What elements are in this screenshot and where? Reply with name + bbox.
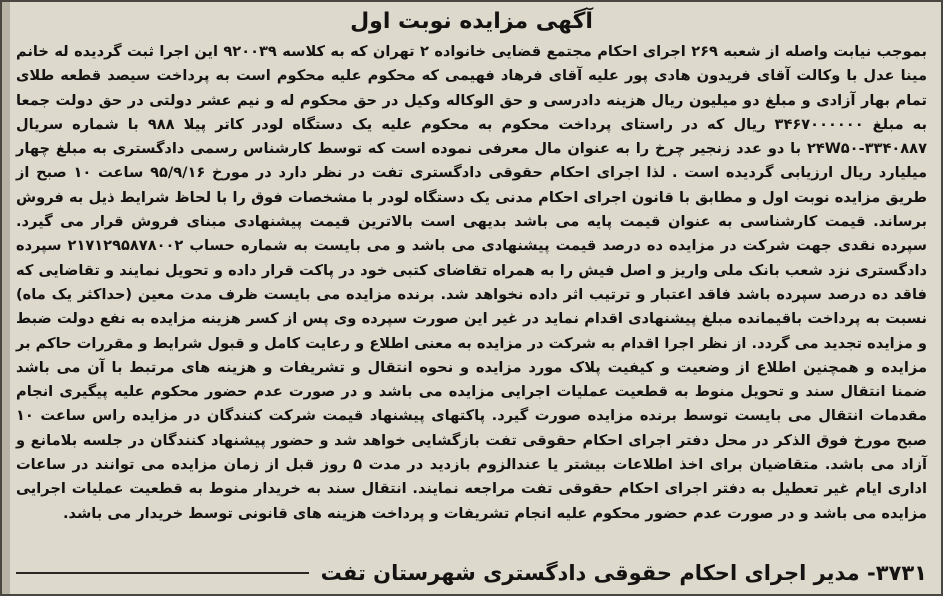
notice-body: بموجب نیابت واصله از شعبه ۲۶۹ اجرای احکام مجتمع قضایی خانواده ۲ تهران که به کلاسه ۹۲۰۰۳۹ این اجرا ثبت گردیده له خانم مینا عدل با وکالت آقای فریدون هادی پور علیه آقای فرهاد فهیمی که محکوم علیه محکوم است به پرداخت سیصد قطعه طلای تمام بهار آزادی و مبلغ دو میلیون ریال هزینه دادرسی و حق الوکاله وکیل در حق محکوم له و نیم عشر دولتی در حق دولت جمعا به مبلغ ۳۴۶۷۰۰۰۰۰۰ ریال که در راستای پرداخت محکوم به محکوم علیه یک دستگاه لودر کاتر پیلا ۹۸۸ با شماره سریال ۳۳۴۰۸۸۷-۲۴W۵۰ با دو عدد زنجیر چرخ را به عنوان مال معرفی نموده است که توسط کارشناس رسمی دادگستری به مبلغ چهار میلیارد ریال ارزیابی گردیده است . لذا اجرای احکام حقوقی دادگستری تفت در نظر دارد در مورخ ۹۵/۹/۱۶ ساعت ۱۰ صبح از طریق مزایده نوبت اول و مطابق با قانون اجرای احکام مدنی یک دستگاه لودر با مشخصات فوق را با لحاظ شرایط ذیل به فروش برساند. قیمت کارشناسی به عنوان قیمت پایه می باشد بدیهی است بالاترین قیمت پیشنهادی مبنای فروش قرار می گیرد. سپرده نقدی جهت شرکت در مزایده ده درصد قیمت پیشنهادی می باشد و می بایست به شماره حساب ۲۱۷۱۲۹۵۸۷۸۰۰۲ سپرده دادگستری نزد شعب بانک ملی واریز و اصل فیش را به همراه تقاضای کتبی خود در پاکت قرار داده و تحویل نمایند و تقاضایی که فاقد ده درصد سپرده باشد فاقد اعتبار و ترتیب اثر داده نخواهد شد. برنده مزایده می بایست ظرف مدت معین (حداکثر یک ماه) نسبت به پرداخت باقیمانده مبلغ پیشنهادی اقدام نماید در غیر این صورت سپرده وی پس از کسر هزینه مزایده به نفع دولت ضبط و مزایده تجدید می گردد. از نظر اجرا اقدام به شرکت در مزایده به معنی اطلاع و رعایت کامل و قبول شرایط و مقررات حاکم بر مزایده و همچنین اطلاع از وضعیت و کیفیت پلاک مورد مزایده و نحوه انتقال و تشریفات و هزینه های مرتبط با آن می باشد ضمنا انتقال سند و تحویل منوط به قطعیت عملیات اجرایی مزایده می باشد و در صورت عدم حضور محکوم علیه پیگیری انجام مقدمات انتقال می بایست توسط برنده مزایده صورت گیرد. پاکتهای پیشنهاد قیمت شرکت کنندگان در مزایده راس ساعت ۱۰ صبح مورخ فوق الذکر در محل دفتر اجرای احکام حقوقی تفت بازگشایی خواهد شد و حضور پیشنهاد کنندگان در جلسه بلامانع و آزاد می باشد. متقاضیان برای اخذ اطلاعات بیشتر یا عندالزوم بازدید در مدت ۵ روز قبل از زمان مزایده می توانند در ساعات اداری ایام غیر تعطیل به دفتر اجرای احکام حقوقی تفت مراجعه نمایند. انتقال سند به خریدار منوط به قطعیت عملیات اجرایی مزایده می باشد و در صورت عدم حضور محکوم علیه انجام تشریفات و پرداخت هزینه های قانونی توسط خریدار می باشد. [16,43,928,522]
notice-title: آگهی مزایده نوبت اول [350,9,593,34]
paper-edge [2,2,10,594]
footer-rule [16,572,309,574]
notice-footer [16,558,927,588]
footer-signature: ۳۷۳۱- مدیر اجرای احکام حقوقی دادگستری شهرستان تفت [320,561,927,585]
